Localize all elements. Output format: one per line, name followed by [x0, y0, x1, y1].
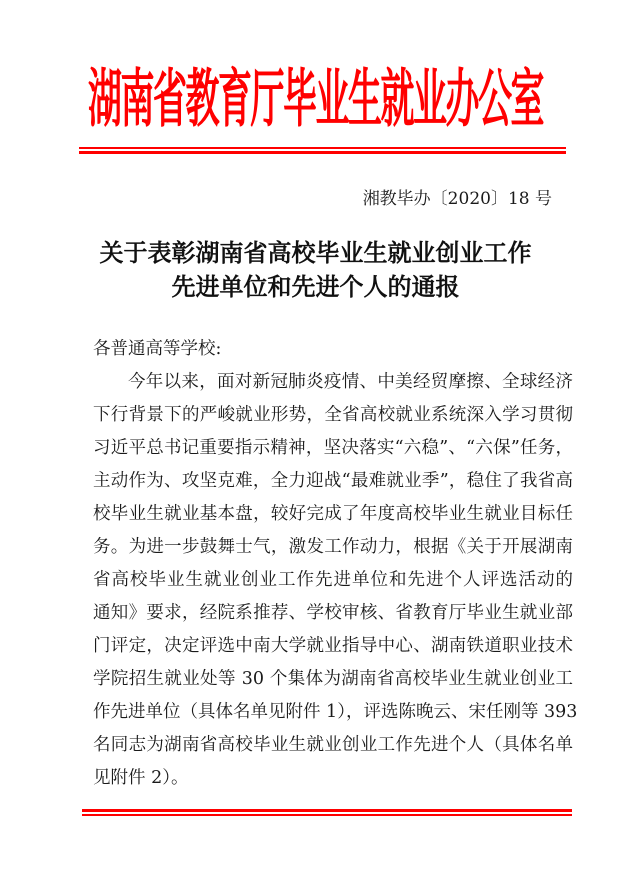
header-divider-line	[79, 147, 566, 154]
title-line-2: 先进单位和先进个人的通报	[171, 272, 460, 301]
body-line: 习近平总书记重要指示精神，坚决落实“六稳”、“六保”任务，	[93, 438, 573, 458]
body-paragraph	[93, 366, 578, 795]
body-line: 省高校毕业生就业创业工作先进单位和先进个人评选活动的	[93, 570, 573, 590]
body-line: 见附件 2）。	[93, 768, 189, 788]
title-line-1: 关于表彰湖南省高校毕业生就业创业工作	[99, 238, 532, 267]
salutation: 各普通高等学校:	[93, 339, 222, 359]
body-line: 名同志为湖南省高校毕业生就业创业工作先进个人（具体名单	[93, 735, 573, 755]
footer-divider-line	[82, 809, 572, 816]
body-line: 下行背景下的严峻就业形势，全省高校就业系统深入学习贯彻	[93, 405, 573, 425]
body-line: 校毕业生就业基本盘，较好完成了年度高校毕业生就业目标任	[93, 504, 573, 524]
body-line: 作先进单位（具体名单见附件 1），评选陈晚云、宋任刚等 393	[93, 702, 578, 722]
agency-header	[0, 58, 631, 142]
body-line: 门评定，决定评选中南大学就业指导中心、湖南铁道职业技术	[93, 636, 573, 656]
body-line: 务。为进一步鼓舞士气，激发工作动力，根据《关于开展湖南	[93, 537, 573, 557]
agency-name: 湖南省教育厅毕业生就业办公室	[88, 62, 543, 137]
document-title	[0, 236, 631, 304]
body-line: 今年以来，面对新冠肺炎疫情、中美经贸摩擦、全球经济	[128, 372, 573, 392]
document-number: 湘教毕办〔2020〕18 号	[362, 189, 552, 209]
body-line: 学院招生就业处等 30 个集体为湖南省高校毕业生就业创业工	[93, 669, 573, 689]
body-line: 通知》要求，经院系推荐、学校审核、省教育厅毕业生就业部	[93, 603, 573, 623]
document-body	[93, 332, 578, 795]
body-line: 主动作为、攻坚克难，全力迎战“最难就业季”，稳住了我省高	[93, 471, 573, 491]
